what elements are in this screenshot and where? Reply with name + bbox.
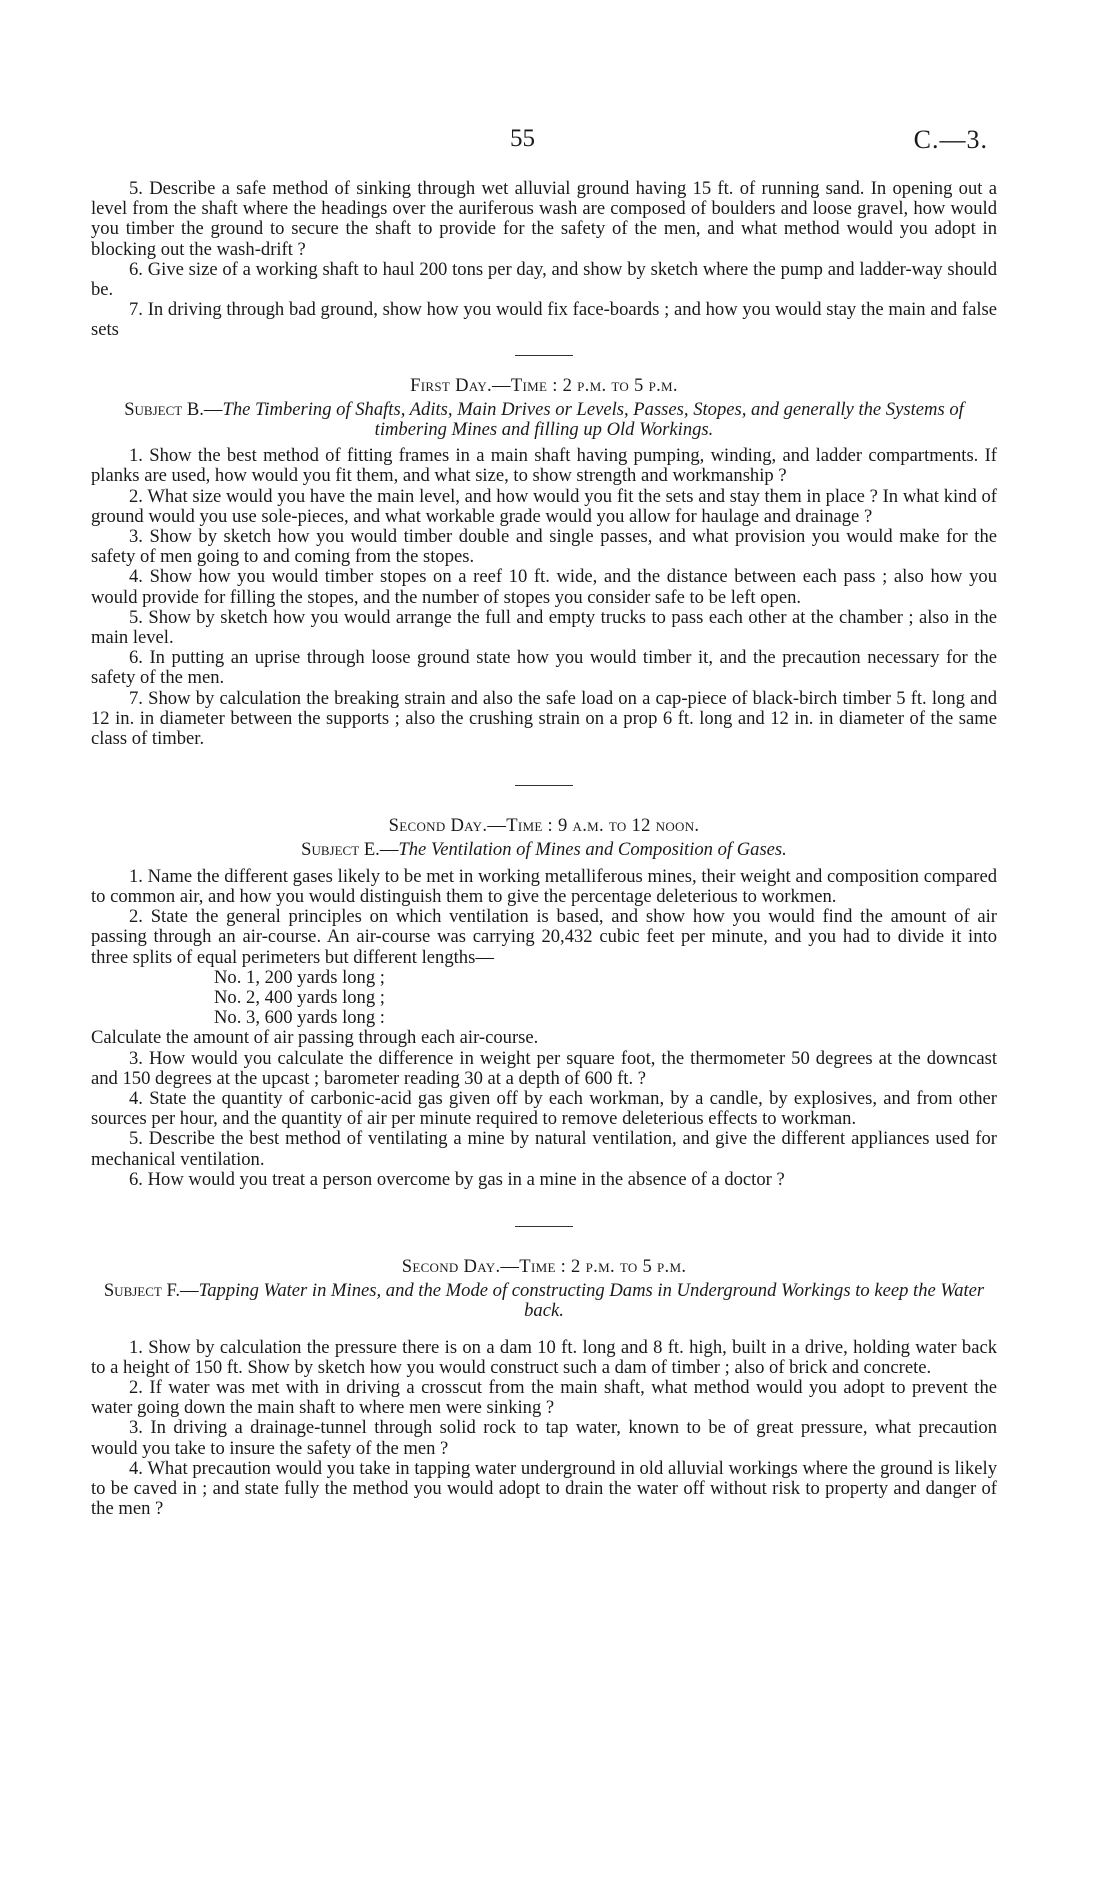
question: 5. Show by sketch how you would arrange the full and empty trucks to pass each other at the chamber ; also in the main level. (91, 606, 997, 649)
subject-label: Subject E.— (301, 839, 399, 861)
section-heading: Second Day.—Time : 2 p.m. to 5 p.m. (401, 1255, 687, 1277)
question: 1. Show the best method of fitting frames in a main shaft having pumping, winding, and ladder compartments. If planks are used, how would you fit them, and what size, to show strength and workmanship ? (91, 445, 997, 487)
subject-line (91, 400, 997, 440)
question: 4. Show how you would timber stopes on a reef 10 ft. wide, and the distance between each pass ; also how you would provide for filling the stopes, and the number of stopes you consider safe to be left open. (91, 566, 997, 608)
subject-line (91, 1281, 997, 1321)
split-item: No. 3, 600 yards long : (214, 1007, 385, 1029)
subject-line (91, 840, 997, 860)
section-subject-e (91, 816, 997, 1190)
question: 5. Describe a safe method of sinking through wet alluvial ground having 15 ft. of running sand. In opening out a level from the shaft where the headings over the auriferous wash are composed of boulders and loose gravel, how would you timber the ground to secure the shaft to provide for the safety of the men, and what method would you adopt in blocking out the wash-drift ? (91, 178, 997, 260)
question: 7. In driving through bad ground, show how you would fix face-boards ; and how you would stay the main and false sets (91, 299, 997, 341)
split-item: No. 2, 400 yards long ; (214, 986, 385, 1008)
question: 3. Show by sketch how you would timber double and single passes, and what provision you would make for the safety of men going to and coming from the stopes. (91, 526, 997, 568)
section-subject-f (91, 1257, 997, 1519)
question: 2. State the general principles on which ventilation is based, and show how you would find the amount of air passing through an air-course. An air-course was carrying 20,432 cubic feet per minute, and you had to divide it into three splits of equal perimeters but different lengths— (91, 906, 997, 968)
document-reference: C.—3. (913, 125, 988, 154)
opening-questions (91, 179, 997, 341)
question: 1. Show by calculation the pressure there is on a dam 10 ft. long and 8 ft. high, built in a drive, holding water back to a height of 150 ft. Show by sketch how you would construct such a dam of timber ; also of brick and concrete. (91, 1336, 997, 1378)
question: 2. What size would you have the main level, and how would you fit the sets and stay them in place ? In what kind of ground would you use sole-pieces, and what workable grade would you allow for haulage and drainage ? (91, 485, 997, 527)
question: 4. What precaution would you take in tapping water underground in old alluvial workings where the ground is likely to be caved in ; and state fully the method you would adopt to drain the water off without risk to property and danger of the men ? (91, 1457, 997, 1520)
subject-label: Subject F.— (103, 1280, 199, 1302)
question: 7. Show by calculation the breaking strain and also the safe load on a cap-piece of black-birch timber 5 ft. long and 12 in. in diameter between the supports ; also the crushing strain on a prop 6 ft. long and 12 in. in diameter of the same class of timber. (91, 687, 997, 750)
question: 6. Give size of a working shaft to haul 200 tons per day, and show by sketch where the pump and ladder-way should be. (91, 258, 997, 301)
question-continuation: Calculate the amount of air passing through each air-course. (91, 1027, 539, 1049)
section-subject-b (91, 376, 997, 750)
question: 3. In driving a drainage-tunnel through solid rock to tap water, known to be of great pressure, what precaution would you take to insure the safety of the men ? (91, 1417, 997, 1459)
split-item: No. 1, 200 yards long ; (214, 966, 385, 988)
question: 5. Describe the best method of ventilating a mine by natural ventilation, and give the different appliances used for mechanical ventilation. (91, 1128, 997, 1170)
section-divider (515, 785, 573, 786)
question: 3. How would you calculate the difference in weight per square foot, the thermometer 50 degrees at the downcast and 150 degrees at the upcast ; barometer reading 30 at a depth of 600 ft. ? (91, 1047, 997, 1089)
section-heading: First Day.—Time : 2 p.m. to 5 p.m. (410, 374, 678, 396)
subject-title: Tapping Water in Mines, and the Mode of constructing Dams in Underground Workings to keep the Water back. (198, 1280, 985, 1322)
page-content (91, 179, 997, 1519)
subject-title: The Ventilation of Mines and Composition of Gases. (398, 839, 787, 861)
question: 2. If water was met with in driving a crosscut from the main shaft, what method would you adopt to prevent the water going down the main shaft to where men were sinking ? (91, 1376, 997, 1419)
page-number: 55 (510, 125, 535, 152)
question: 6. How would you treat a person overcome by gas in a mine in the absence of a doctor ? (129, 1168, 785, 1190)
section-heading: Second Day.—Time : 9 a.m. to 12 noon. (388, 815, 700, 837)
section-divider (515, 355, 573, 356)
question: 4. State the quantity of carbonic-acid gas given off by each workman, by a candle, by explosives, and from other sources per hour, and the quantity of air per minute required to remove deleterious effects to workman. (91, 1087, 997, 1130)
page-header (0, 125, 1114, 165)
subject-title: The Timbering of Shafts, Adits, Main Drives or Levels, Passes, Stopes, and generally the Systems of timbering Mines and filling up Old Workings. (222, 398, 964, 441)
subject-label: Subject B.— (124, 398, 223, 420)
section-divider (515, 1226, 573, 1227)
question: 6. In putting an uprise through loose ground state how you would timber it, and the precaution necessary for the safety of the men. (91, 647, 997, 689)
question: 1. Name the different gases likely to be met in working metalliferous mines, their weight and composition compared to common air, and how you would distinguish them to give the percentage deleterious to workmen. (91, 865, 997, 907)
